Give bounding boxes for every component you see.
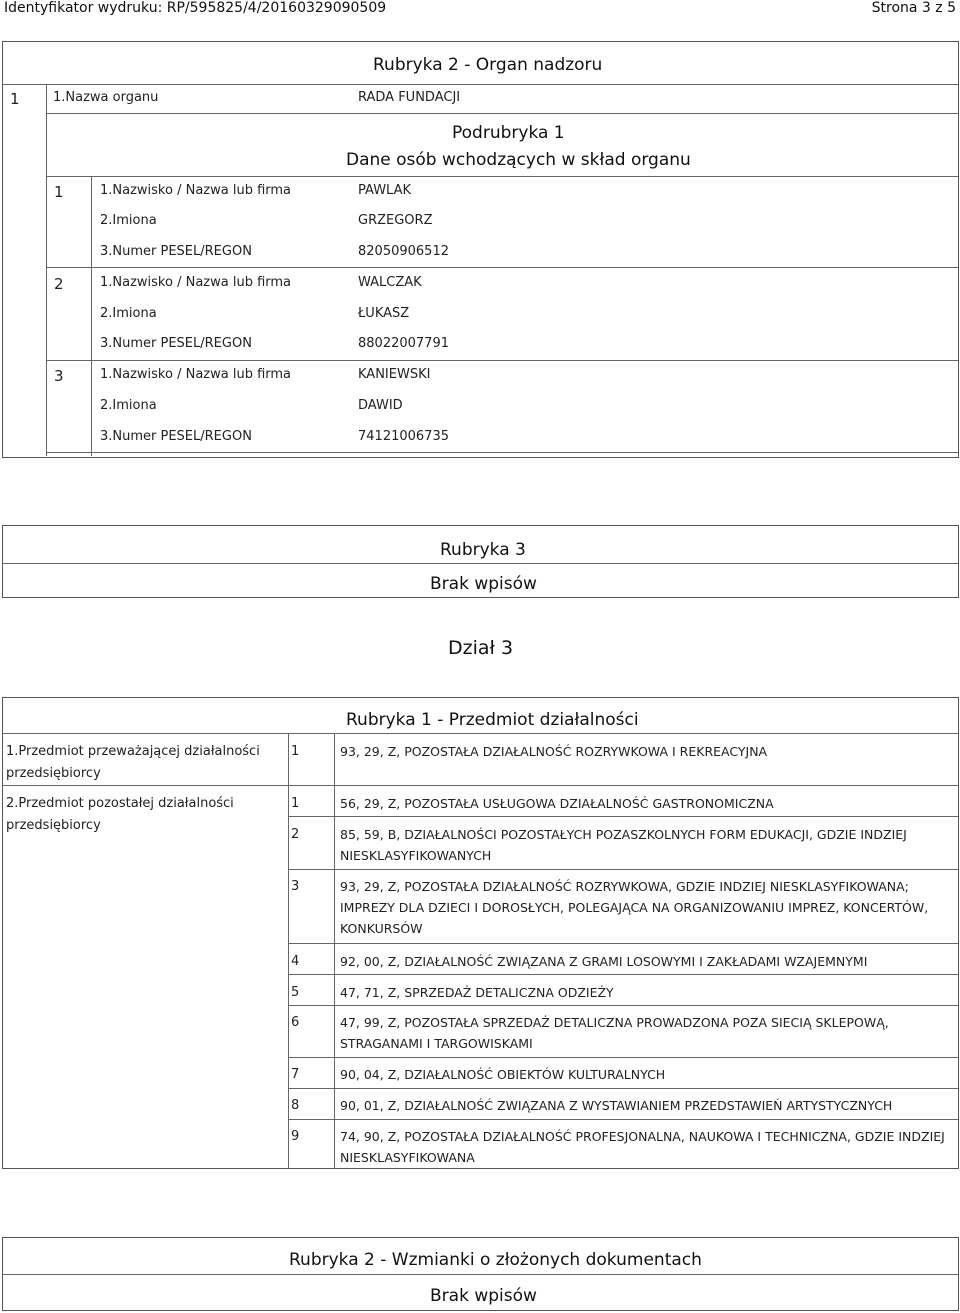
person-3-pesel: 74121006735 bbox=[358, 429, 449, 444]
organ-row-number: 1 bbox=[10, 90, 20, 108]
person-2-first-label: 2.Imiona bbox=[100, 306, 157, 321]
activity-section-title: Rubryka 1 - Przedmiot działalności bbox=[346, 710, 639, 730]
activity-item-number: 3 bbox=[291, 879, 300, 894]
other-activity-label: 2.Przedmiot pozostałej działalności bbox=[6, 796, 234, 811]
activity-item-number: 1 bbox=[291, 796, 300, 811]
person-3-number: 3 bbox=[54, 367, 64, 385]
activity-item-text: 74, 90, Z, POZOSTAŁA DZIAŁALNOŚĆ PROFESJONALNA, NAUKOWA I TECHNICZNA, GDZIE INDZIEJ NIESKLASYFIKOWANA bbox=[340, 1129, 945, 1165]
person-1-name: PAWLAK bbox=[358, 183, 412, 198]
subsection-subtitle: Dane osób wchodzących w skład organu bbox=[346, 150, 691, 170]
documents-section-empty: Brak wpisów bbox=[430, 1286, 537, 1306]
person-1-first: GRZEGORZ bbox=[358, 213, 433, 228]
person-3-first: DAWID bbox=[358, 398, 403, 413]
activity-item-number: 5 bbox=[291, 985, 300, 1000]
person-3-name-label: 1.Nazwisko / Nazwa lub firma bbox=[100, 367, 292, 382]
organ-section-title: Rubryka 2 - Organ nadzoru bbox=[373, 55, 603, 75]
person-1-pesel: 82050906512 bbox=[358, 244, 449, 259]
organ-name-value: RADA FUNDACJI bbox=[358, 90, 461, 105]
main-activity-label-cont: przedsiębiorcy bbox=[6, 766, 101, 781]
activity-item-text: 90, 01, Z, DZIAŁALNOŚĆ ZWIĄZANA Z WYSTAWIANIEM PRZEDSTAWIEŃ ARTYSTYCZNYCH bbox=[340, 1098, 893, 1113]
person-3-pesel-label: 3.Numer PESEL/REGON bbox=[100, 429, 252, 444]
organ-name-label: 1.Nazwa organu bbox=[53, 90, 159, 105]
print-identifier: Identyfikator wydruku: RP/595825/4/20160329090509 bbox=[4, 0, 387, 16]
activity-item-number: 2 bbox=[291, 827, 300, 842]
person-1-name-label: 1.Nazwisko / Nazwa lub firma bbox=[100, 183, 292, 198]
person-3-name: KANIEWSKI bbox=[358, 367, 431, 382]
main-activity-item-text: 93, 29, Z, POZOSTAŁA DZIAŁALNOŚĆ ROZRYWKOWA I REKREACYJNA bbox=[340, 744, 768, 759]
activity-item-number: 4 bbox=[291, 954, 300, 969]
person-2-pesel-label: 3.Numer PESEL/REGON bbox=[100, 336, 252, 351]
person-2-number: 2 bbox=[54, 275, 64, 293]
main-activity-label: 1.Przedmiot przeważającej działalności bbox=[6, 744, 260, 759]
person-1-pesel-label: 3.Numer PESEL/REGON bbox=[100, 244, 252, 259]
activity-item-number: 9 bbox=[291, 1129, 300, 1144]
rubryka3-empty: Brak wpisów bbox=[430, 574, 537, 594]
person-3-first-label: 2.Imiona bbox=[100, 398, 157, 413]
activity-item-text: 93, 29, Z, POZOSTAŁA DZIAŁALNOŚĆ ROZRYWKOWA, GDZIE INDZIEJ NIESKLASYFIKOWANA; IMPREZY DLA DZIECI I DOROSŁYCH, POLEGAJĄCA NA ORGANIZOWANIU IMPREZ, KONCERTÓW, KONKURSÓW bbox=[340, 879, 929, 936]
person-2-name-label: 1.Nazwisko / Nazwa lub firma bbox=[100, 275, 292, 290]
person-1-number: 1 bbox=[54, 183, 64, 201]
documents-section-title: Rubryka 2 - Wzmianki o złożonych dokumentach bbox=[289, 1250, 702, 1270]
other-activity-label-cont: przedsiębiorcy bbox=[6, 818, 101, 833]
person-2-first: ŁUKASZ bbox=[358, 306, 410, 321]
subsection-title: Podrubryka 1 bbox=[452, 123, 565, 143]
main-activity-item-number: 1 bbox=[291, 744, 300, 759]
activity-item-text: 47, 99, Z, POZOSTAŁA SPRZEDAŻ DETALICZNA PROWADZONA POZA SIECIĄ SKLEPOWĄ, STRAGANAMI I TARGOWISKAMI bbox=[340, 1015, 889, 1051]
page-number: Strona 3 z 5 bbox=[871, 0, 956, 16]
activity-item-number: 7 bbox=[291, 1067, 300, 1082]
activity-item-text: 92, 00, Z, DZIAŁALNOŚĆ ZWIĄZANA Z GRAMI LOSOWYMI I ZAKŁADAMI WZAJEMNYMI bbox=[340, 954, 868, 969]
activity-item-number: 6 bbox=[291, 1015, 300, 1030]
activity-item-text: 90, 04, Z, DZIAŁALNOŚĆ OBIEKTÓW KULTURALNYCH bbox=[340, 1067, 666, 1082]
activity-item-text: 56, 29, Z, POZOSTAŁA USŁUGOWA DZIAŁALNOŚĆ GASTRONOMICZNA bbox=[340, 796, 774, 811]
activity-item-text: 47, 71, Z, SPRZEDAŻ DETALICZNA ODZIEŻY bbox=[340, 985, 614, 1000]
person-1-first-label: 2.Imiona bbox=[100, 213, 157, 228]
person-2-pesel: 88022007791 bbox=[358, 336, 449, 351]
activity-item-text: 85, 59, B, DZIAŁALNOŚCI POZOSTAŁYCH POZASZKOLNYCH FORM EDUKACJI, GDZIE INDZIEJ NIESKLASYFIKOWANYCH bbox=[340, 827, 907, 863]
activity-item-number: 8 bbox=[291, 1098, 300, 1113]
person-2-name: WALCZAK bbox=[358, 275, 422, 290]
rubryka3-title: Rubryka 3 bbox=[440, 540, 526, 560]
dzial3-title: Dział 3 bbox=[448, 637, 514, 659]
